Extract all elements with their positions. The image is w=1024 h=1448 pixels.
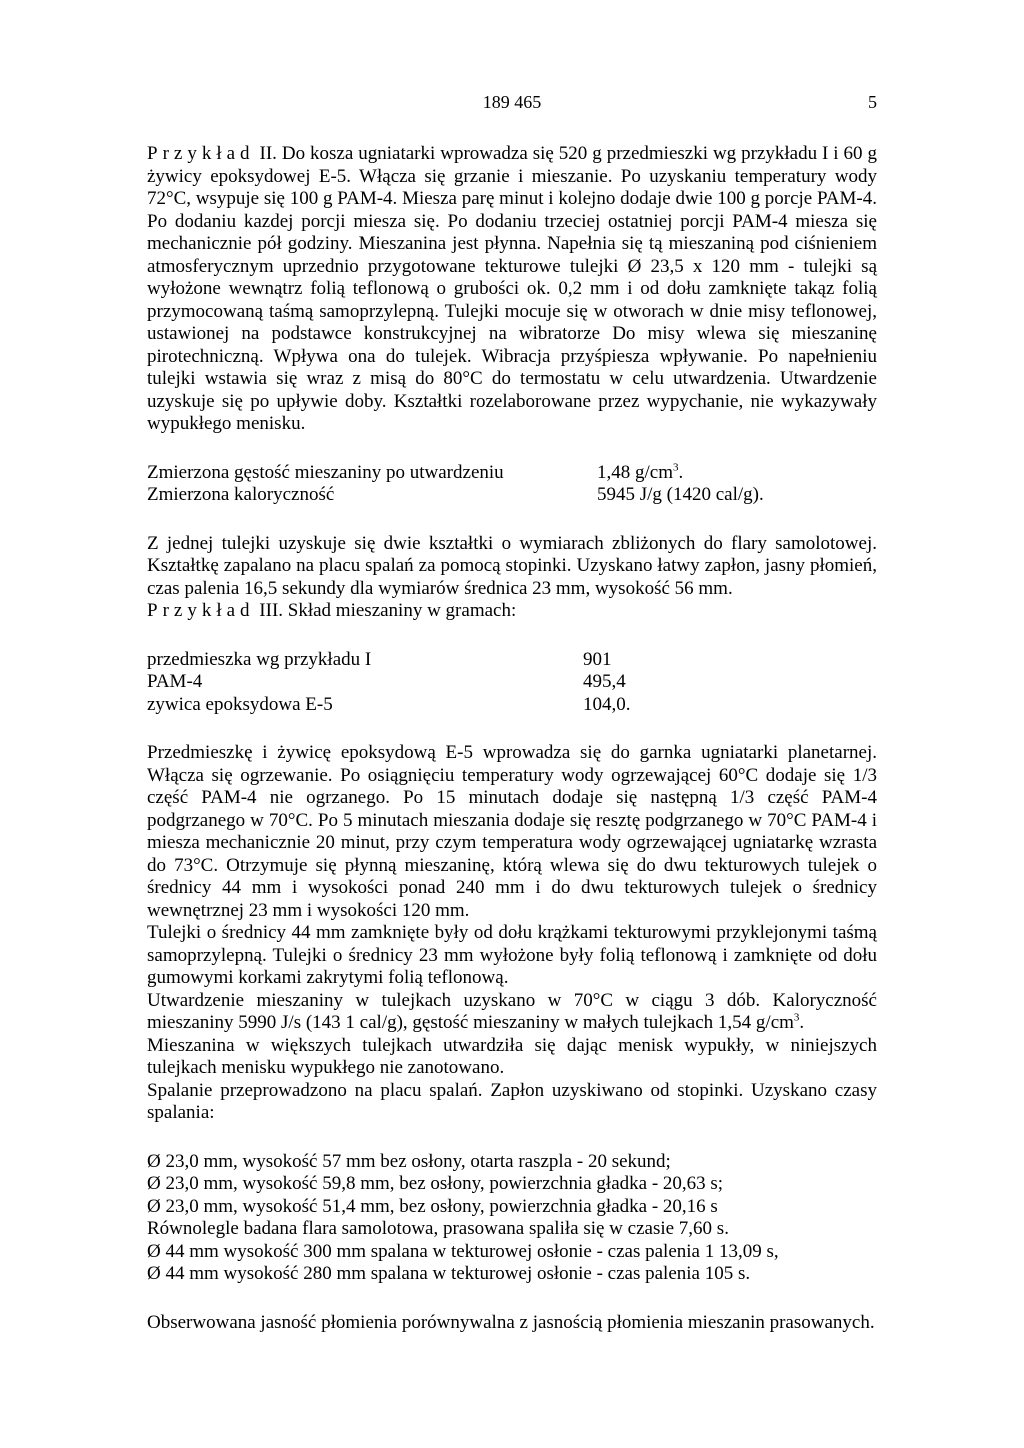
superscript: 3 — [793, 1011, 800, 1024]
component-name: zywica epoksydowa E-5 — [147, 693, 333, 715]
superscript: 3 — [673, 461, 679, 474]
burn-results-list — [147, 1151, 877, 1286]
component-value: 104,0. — [583, 693, 631, 715]
measurement-label: Zmierzona gęstość mieszaniny po utwardzeniu — [147, 461, 504, 483]
list-item: Ø 23,0 mm, wysokość 57 mm bez osłony, otarta raszpla - 20 sekund; — [147, 1150, 671, 1172]
example-2-text: II. Do kosza ugniatarki wprowadza się 520 g przedmieszki wg przykładu I i 60 g żywicy epoksydowej E-5. Włącza się grzanie i mieszanie. Po uzyskaniu temperatury wody 72°C, wsypuje się 100 g PAM-4. Miesza parę minut i kolejno dodaje dwie 100 g porcje PAM-4. Po dodaniu kazdej porcji miesza się. Po dodaniu trzeciej ostatniej porcji PAM-4 miesza się mechanicznie pół godziny. Mieszanina jest płynna. Napełnia się tą mieszaniną pod ciśnieniem atmosferycznym uprzednio przygotowane tekturowe tulejki Ø 23,5 x 120 mm - tulejki są wyłożone wewnątrz folią teflonową o grubości ok. 0,2 mm i od dołu zamknięte takąz folią przymocowaną taśmą samoprzylepną. Tulejki mocuje się w otworach w dnie misy teflonowej, ustawionej na podstawce konstrukcyjnej na wibratorze Do misy wlewa się mieszaninę pirotechniczną. Wpływa ona do tulejek. Wibracja przyśpiesza wpływanie. Po napełnieniu tulejki wstawia się wraz z misą do 80°C do termostatu w celu utwardzenia. Utwardzenie uzyskuje się po upływie doby. Kształtki rozelaborowane przez wypychanie, nie wykazywały wypukłego menisku. — [147, 143, 877, 434]
measurement-row — [147, 484, 877, 507]
measurement-label: Zmierzona kaloryczność — [147, 484, 335, 505]
example-3-paragraph-1: Przedmieszkę i żywicę epoksydową E-5 wprowadza się do garnka ugniatarki planetarnej. Włącza się ogrzewanie. Po osiągnięciu temperatury wody ogrzewającej 60°C dodaje się 1/3 część PAM-4 nie ogrzanego. Po 15 minutach dodaje się następną 1/3 część PAM-4 podgrzanego w 70°C. Po 5 minutach mieszania dodaje się resztę podgrzanego w 70°C PAM-4 i miesza mechanicznie 20 minut, przy czym temperatura wody ogrzewającej ugniatarkę wzrasta do 73°C. Otrzymuje się płynną mieszaninę, którą wlewa się do dwu tekturowych tulejek o średnicy 44 mm i wysokości ponad 240 mm i do dwu tekturowych tulejek o średnicy wewnętrznej 23 mm i wysokości 120 mm. — [147, 742, 877, 921]
list-item: Ø 23,0 mm, wysokość 59,8 mm, bez osłony, powierzchnia gładka - 20,63 s; — [147, 1173, 724, 1194]
composition-table — [147, 649, 877, 717]
composition-row — [147, 671, 877, 694]
list-item: Ø 44 mm wysokość 280 mm spalana w tekturowej osłonie - czas palenia 105 s. — [147, 1263, 751, 1284]
component-value: 901 — [583, 648, 612, 670]
conclusion-paragraph: Obserwowana jasność płomienia porównywalna z jasnością płomienia mieszanin prasowanych. — [147, 1311, 875, 1333]
example-3-paragraph-5: Spalanie przeprowadzono na placu spalań. Zapłon uzyskiwano od stopinki. Uzyskano czasy spalania: — [147, 1079, 877, 1123]
composition-row — [147, 649, 877, 672]
example-3-label: Przykład — [147, 600, 255, 621]
measurements-table — [147, 462, 877, 507]
list-item: Ø 44 mm wysokość 300 mm spalana w tekturowej osłonie - czas palenia 1 13,09 s, — [147, 1240, 779, 1262]
list-item: Ø 23,0 mm, wysokość 51,4 mm, bez osłony, powierzchnia gładka - 20,16 s — [147, 1195, 718, 1217]
component-name: przedmieszka wg przykładu I — [147, 648, 372, 670]
measurement-row — [147, 462, 877, 485]
document-number: 189 465 — [482, 92, 542, 112]
example-2-paragraph — [147, 143, 877, 436]
page-number: 5 — [868, 92, 877, 112]
example-2-label: Przykład — [147, 143, 255, 164]
example-3-paragraph-4: Mieszanina w większych tulejkach utwardziła się dając menisk wypukły, w niniejszych tulejkach menisku wypukłego nie zanotowano. — [147, 1034, 877, 1078]
example-3-intro: Przykład III. Skład mieszaniny w gramach: — [147, 600, 517, 621]
example-3-paragraph-2: Tulejki o średnicy 44 mm zamknięte były od dołu krążkami tekturowymi przyklejonymi taśmą samoprzylepną. Tulejki o średnicy 23 mm wyłożone były folią teflonową i zamknięte od dołu gumowymi korkami zakrytymi folią teflonową. — [147, 922, 877, 988]
component-name: PAM-4 — [147, 671, 203, 692]
example-2-result-paragraph: Z jednej tulejki uzyskuje się dwie kształtki o wymiarach zbliżonych do flary samolotowej. Kształtkę zapalano na placu spalań za pomocą stopinki. Uzyskano łatwy zapłon, jasny płomień, czas palenia 16,5 sekundy dla wymiarów średnica 23 mm, wysokość 56 mm. — [147, 532, 877, 599]
component-value: 495,4 — [583, 671, 626, 692]
composition-row — [147, 694, 877, 717]
example-3-paragraph-3: Utwardzenie mieszaniny w tulejkach uzyskano w 70°C w ciągu 3 dób. Kaloryczność mieszaniny 5990 J/s (143 1 cal/g), gęstość mieszaniny w małych tulejkach 1,54 $g/cm^3$. — [147, 989, 877, 1033]
document-body — [147, 143, 877, 1334]
list-item: Równolegle badana flara samolotowa, prasowana spaliła się w czasie 7,60 s. — [147, 1218, 729, 1239]
measurement-value: 1,48 $g/cm^3$. — [597, 461, 684, 483]
measurement-value: 5945 J/g (1420 cal/g). — [597, 484, 764, 505]
